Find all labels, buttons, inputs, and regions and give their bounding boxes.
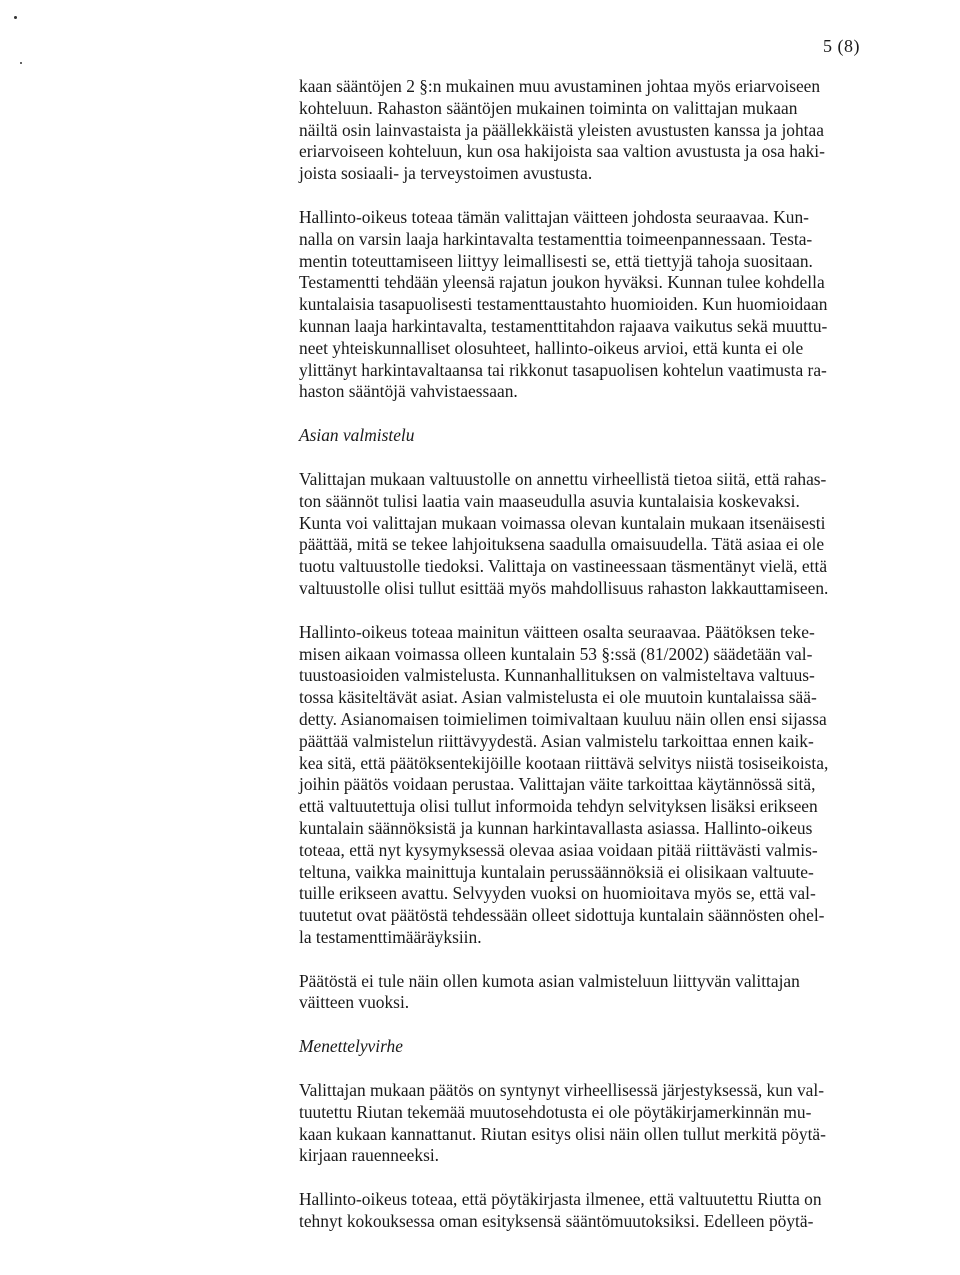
text-line: mentin toteuttamiseen liittyy leimallisesti se, että tiettyjä tahoja suositaan. — [299, 250, 813, 271]
text-line: kaan kukaan kannattanut. Riutan esitys olisi näin ollen tullut merkitä pöytä- — [299, 1123, 826, 1144]
paragraph — [299, 1189, 891, 1233]
text-line: valtuustolle olisi tullut esittää myös mahdollisuus rahaston lakkauttamiseen. — [299, 577, 829, 598]
text-line: tuotu valtuustolle tiedoksi. Valittaja on vastineessaan täsmentänyt vielä, että — [299, 556, 828, 577]
scan-speck — [14, 16, 17, 19]
text-line: Päätöstä ei tule näin ollen kumota asian valmisteluun liittyvän valittajan — [299, 970, 800, 991]
text-line: joihin päätös voidaan perustaa. Valittajan väite tarkoittaa käytännössä sitä, — [299, 774, 816, 795]
document-body — [299, 76, 891, 1255]
text-line: tuutettu Riutan tekemää muutosehdotusta ei ole pöytäkirjamerkinnän mu- — [299, 1101, 812, 1122]
text-line: näiltä osin lainvastaista ja päällekkäistä yleisten avustusten kanssa ja johtaa — [299, 119, 824, 140]
paragraph — [299, 469, 891, 600]
text-line: eriarvoiseen kohteluun, kun osa hakijoista saa valtion avustusta ja osa haki- — [299, 141, 825, 162]
text-line: misen aikaan voimassa olleen kuntalain 53 §:ssä (81/2002) säädetään val- — [299, 643, 813, 664]
text-line: Valittajan mukaan päätös on syntynyt virheellisessä järjestyksessä, kun val- — [299, 1080, 824, 1101]
text-line: nalla on varsin laaja harkintavalta testamenttia toimeenpannessaan. Testa- — [299, 228, 813, 249]
text-line: kuntalaisia tasapuolisesti testamenttaustahto huomioiden. Kun huomioidaan — [299, 294, 828, 315]
text-line: haston sääntöjä vahvistaessaan. — [299, 381, 518, 402]
paragraph — [299, 76, 891, 185]
section-heading: Asian valmistelu — [299, 425, 415, 446]
text-line: tuille erikseen avattu. Selvyyden vuoksi on huomioitava myös se, että val- — [299, 883, 816, 904]
section-heading: Menettelyvirhe — [299, 1036, 403, 1057]
page-number: 5 (8) — [823, 36, 860, 56]
text-line: päättää valmistelun riittävyydestä. Asian valmistelu tarkoittaa ennen kaik- — [299, 730, 814, 751]
text-line: neet yhteiskunnalliset olosuhteet, hallinto-oikeus arvioi, että kunta ei ole — [299, 337, 804, 358]
text-line: tuustoasioiden valmistelusta. Kunnanhallituksen on valmisteltava valtuus- — [299, 665, 815, 686]
paragraph — [299, 1080, 891, 1167]
text-line: toteaa, että nyt kysymyksessä olevaa asiaa voidaan pitää riittävästi valmis- — [299, 839, 818, 860]
scan-speck — [20, 62, 22, 64]
text-line: kuntalain säännöksistä ja kunnan harkintavallasta asiassa. Hallinto-oikeus — [299, 817, 813, 838]
text-line: kohteluun. Rahaston sääntöjen mukainen toiminta on valittajan mukaan — [299, 97, 798, 118]
text-line: tehnyt kokouksessa oman esityksensä sääntömuutoksiksi. Edelleen pöytä- — [299, 1211, 814, 1232]
text-line: Hallinto-oikeus toteaa, että pöytäkirjasta ilmenee, että valtuutettu Riutta on — [299, 1189, 822, 1210]
text-line: la testamenttimääräyksiin. — [299, 926, 482, 947]
text-line: detty. Asianomaisen toimielimen toimivaltaan kuuluu näin ollen ensi sijassa — [299, 708, 827, 729]
text-line: kunnan laaja harkintavalta, testamenttitahdon rajaava vaikutus sekä muuttu- — [299, 315, 828, 336]
text-line: kirjaan rauenneeksi. — [299, 1145, 440, 1166]
text-line: teltuna, vaikka mainittuja kuntalain perussäännöksiä ei olisikaan valtuute- — [299, 861, 814, 882]
paragraph — [299, 207, 891, 403]
text-line: ylittänyt harkintavaltaansa tai rikkonut tasapuolisen kohtelun vaatimusta ra- — [299, 359, 827, 380]
paragraph — [299, 622, 891, 949]
text-line: tuutetut ovat päätöstä tehdessään olleet sidottuja kuntalain säännösten ohel- — [299, 905, 825, 926]
text-line: tossa käsiteltävät asiat. Asian valmistelusta ei ole muutoin kuntalaissa sää- — [299, 687, 817, 708]
text-line: kea sitä, että päätöksentekijöille kootaan riittävä selvitys niistä tosiseikoista, — [299, 752, 829, 773]
text-line: ton säännöt tulisi laatia vain maaseudulla asuvia kuntalaisia koskevaksi. — [299, 490, 800, 511]
text-line: Testamentti tehdään yleensä rajatun joukon hyväksi. Kunnan tulee kohdella — [299, 272, 825, 293]
text-line: joista sosiaali- ja terveystoimen avustusta. — [299, 163, 593, 184]
text-line: Hallinto-oikeus toteaa tämän valittajan väitteen johdosta seuraavaa. Kun- — [299, 206, 809, 227]
text-line: kaan sääntöjen 2 §:n mukainen muu avustaminen johtaa myös eriarvoiseen — [299, 76, 821, 96]
text-line: väitteen vuoksi. — [299, 992, 410, 1013]
text-line: Valittajan mukaan valtuustolle on annettu virheellistä tietoa siitä, että rahas- — [299, 468, 827, 489]
text-line: Kunta voi valittajan mukaan voimassa olevan kuntalain mukaan itsenäisesti — [299, 512, 826, 533]
paragraph — [299, 971, 891, 1015]
text-line: Hallinto-oikeus toteaa mainitun väitteen osalta seuraavaa. Päätöksen teke- — [299, 621, 815, 642]
text-line: että valtuutettuja olisi tullut informoida tehdyn selvityksen lisäksi erikseen — [299, 796, 818, 817]
text-line: päättää, mitä se tekee lahjoituksena saadulla omaisuudella. Tätä asiaa ei ole — [299, 534, 825, 555]
